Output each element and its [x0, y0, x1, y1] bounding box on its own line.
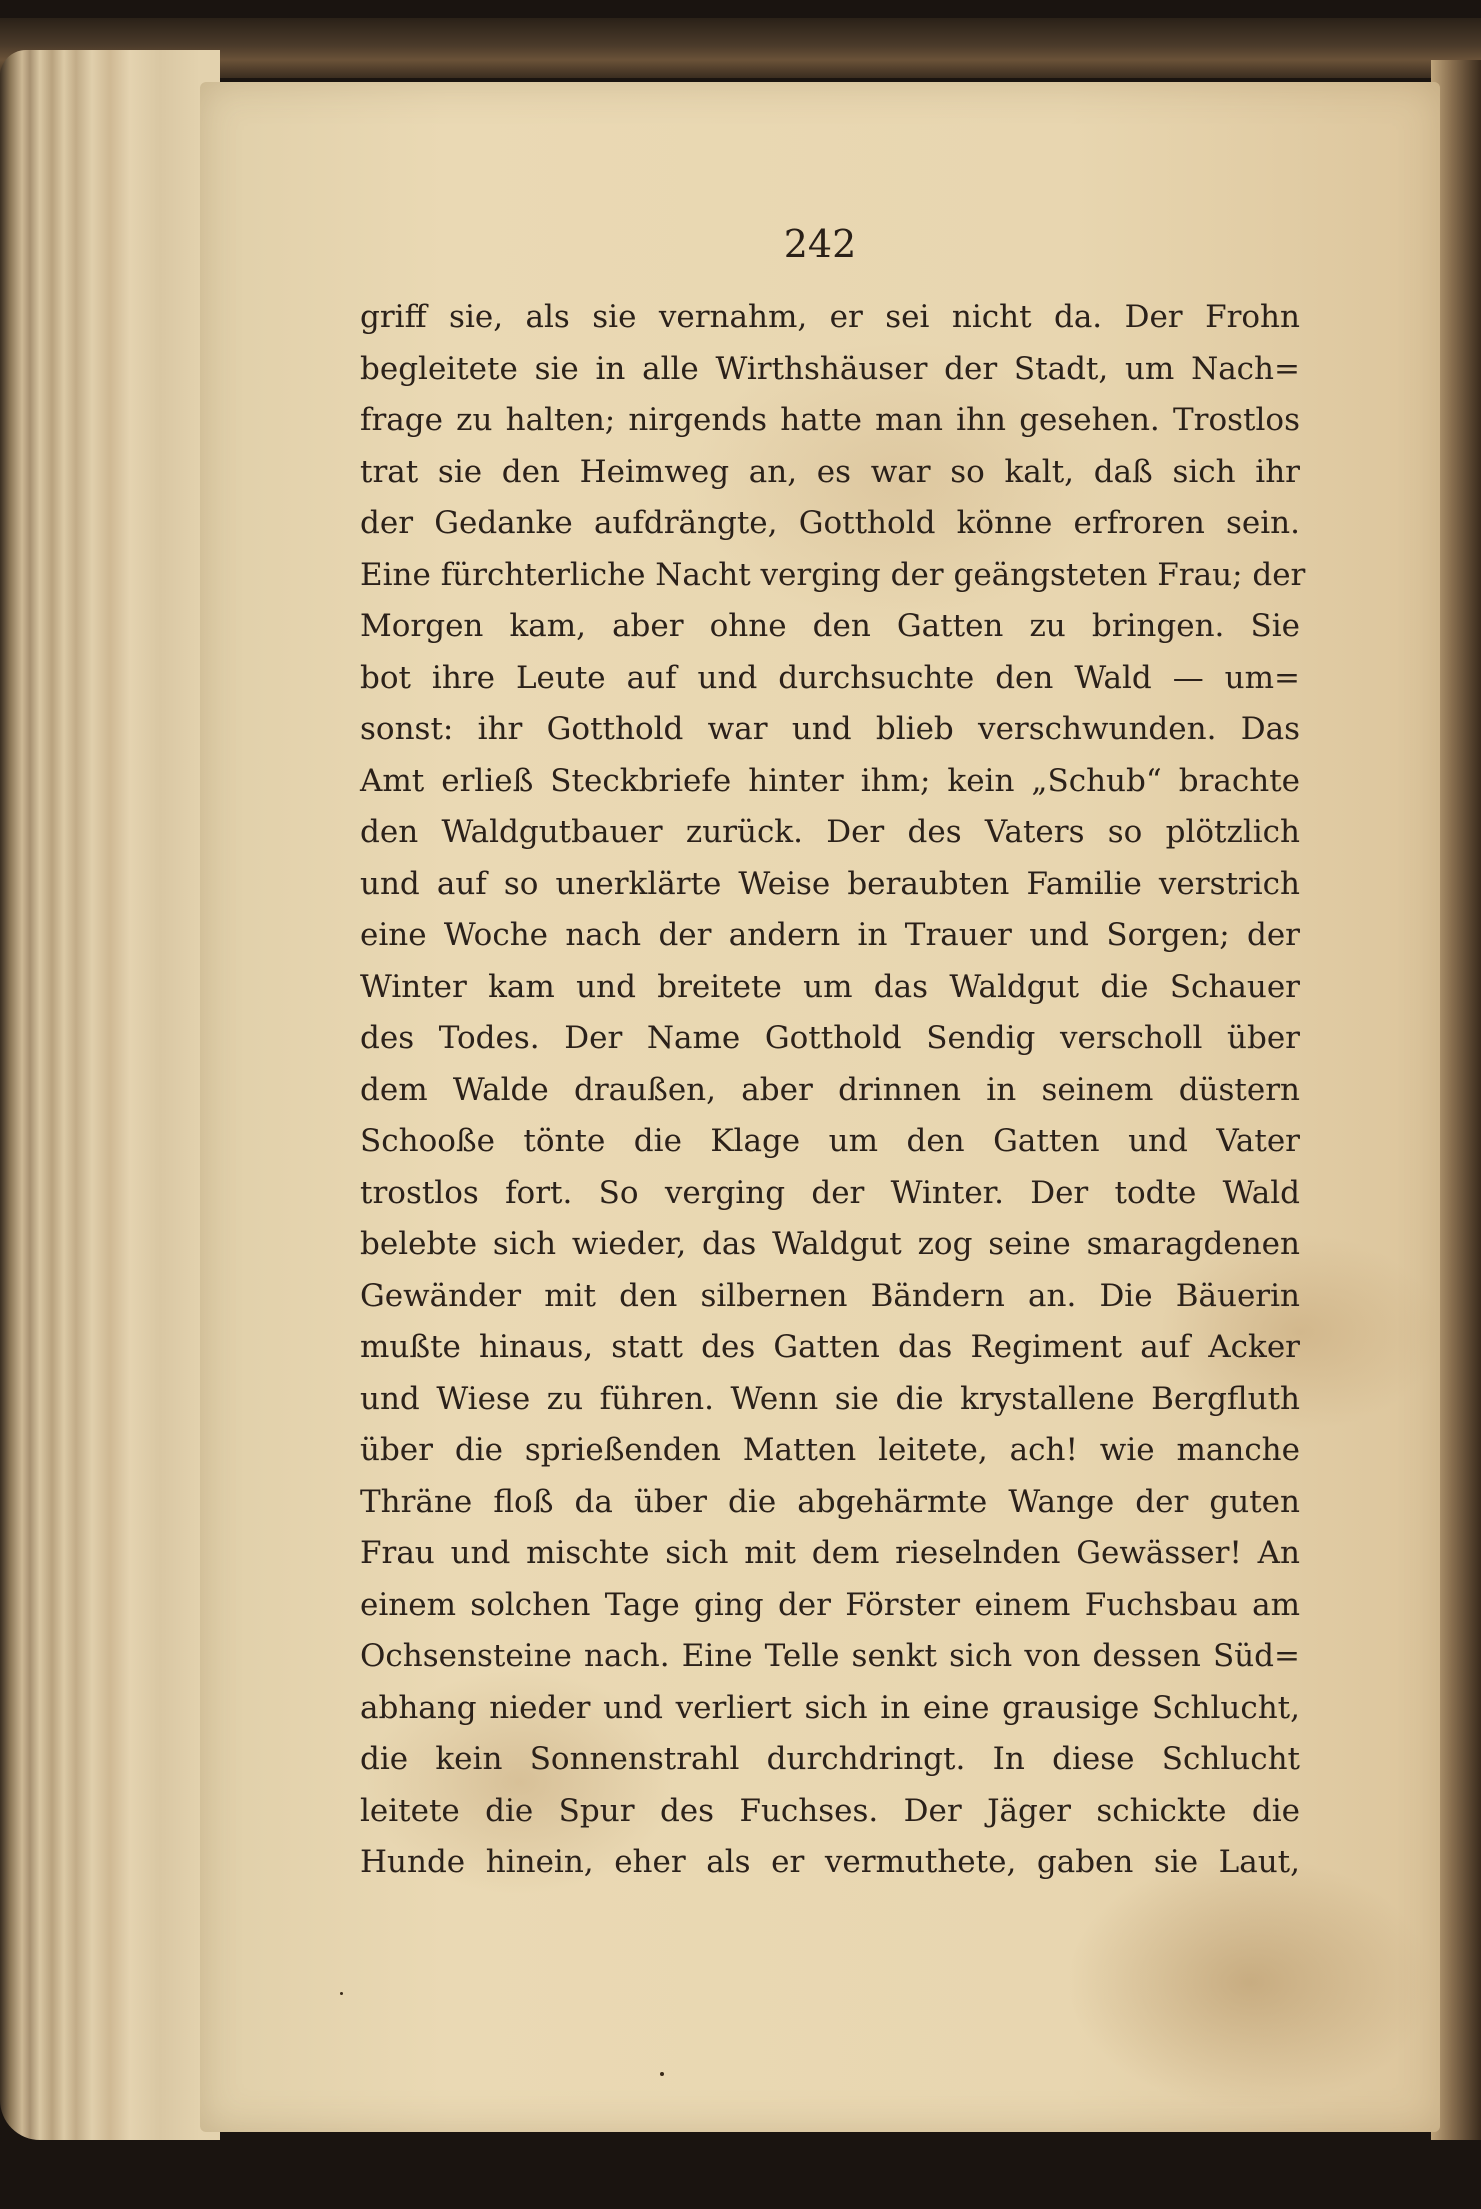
text-line: trat sie den Heimweg an, es war so kalt, daß sich ihr [360, 453, 1300, 490]
text-line: mußte hinaus, statt des Gatten das Regiment auf Acker [360, 1329, 1300, 1365]
text-line: der Gedanke aufdrängte, Gotthold könne erfroren sein. [360, 505, 1300, 541]
text-line: trostlos fort. So verging der Winter. Der todte Wald [360, 1174, 1300, 1211]
text-line: leitete die Spur des Fuchses. Der Jäger schickte die [360, 1792, 1300, 1829]
text-line: Ochsensteine nach. Eine Telle senkt sich von dessen Süd= [360, 1638, 1300, 1674]
text-line: den Waldgutbauer zurück. Der des Vaters so plötzlich [360, 814, 1300, 850]
text-line: Schooße tönte die Klage um den Gatten und Vater [360, 1123, 1300, 1159]
book-page [200, 82, 1440, 2132]
text-line: Thräne floß da über die abgehärmte Wange der guten [360, 1483, 1300, 1520]
text-line: und Wiese zu führen. Wenn sie die krystallene Bergfluth [360, 1380, 1300, 1417]
text-line: Hunde hinein, eher als er vermuthete, gaben sie Laut, [360, 1844, 1300, 1880]
text-line: abhang nieder und verliert sich in eine grausige Schlucht, [360, 1689, 1300, 1726]
text-line: begleitete sie in alle Wirthshäuser der Stadt, um Nach= [360, 350, 1300, 387]
text-line: dem Walde draußen, aber drinnen in seinem düstern [360, 1071, 1300, 1108]
paper-speck [660, 2072, 664, 2076]
page-edges-left [0, 50, 220, 2140]
text-line: frage zu halten; nirgends hatte man ihn gesehen. Trostlos [360, 402, 1300, 438]
page-number: 242 [783, 222, 857, 266]
text-line: Winter kam und breitete um das Waldgut die Schauer [360, 968, 1300, 1005]
text-line: belebte sich wieder, das Waldgut zog seine smaragdenen [360, 1226, 1300, 1262]
text-line: bot ihre Leute auf und durchsuchte den Wald — um= [360, 659, 1300, 696]
text-line: Morgen kam, aber ohne den Gatten zu bringen. Sie [360, 608, 1300, 644]
text-line: Eine fürchterliche Nacht verging der geängsteten Frau; der [360, 556, 1306, 593]
text-line: Amt erließ Steckbriefe hinter ihm; kein „Schub“ brachte [360, 762, 1300, 799]
text-line: sonst: ihr Gotthold war und blieb verschwunden. Das [360, 711, 1300, 747]
body-text [360, 292, 1306, 1889]
text-line: über die sprießenden Matten leitete, ach! wie manche [360, 1432, 1300, 1468]
text-line: die kein Sonnenstrahl durchdringt. In diese Schlucht [360, 1741, 1300, 1777]
book-cover-top-edge [0, 18, 1481, 78]
text-line: und auf so unerklärte Weise beraubten Familie verstrich [360, 865, 1300, 902]
text-line: einem solchen Tage ging der Förster einem Fuchsbau am [360, 1586, 1300, 1623]
text-line: Frau und mischte sich mit dem rieselnden Gewässer! An [360, 1535, 1300, 1571]
text-line: griff sie, als sie vernahm, er sei nicht da. Der Frohn [360, 299, 1300, 335]
paper-speck [340, 1992, 343, 1995]
text-line: eine Woche nach der andern in Trauer und Sorgen; der [360, 917, 1300, 953]
text-line: des Todes. Der Name Gotthold Sendig verscholl über [360, 1020, 1300, 1056]
text-line: Gewänder mit den silbernen Bändern an. Die Bäuerin [360, 1277, 1300, 1314]
